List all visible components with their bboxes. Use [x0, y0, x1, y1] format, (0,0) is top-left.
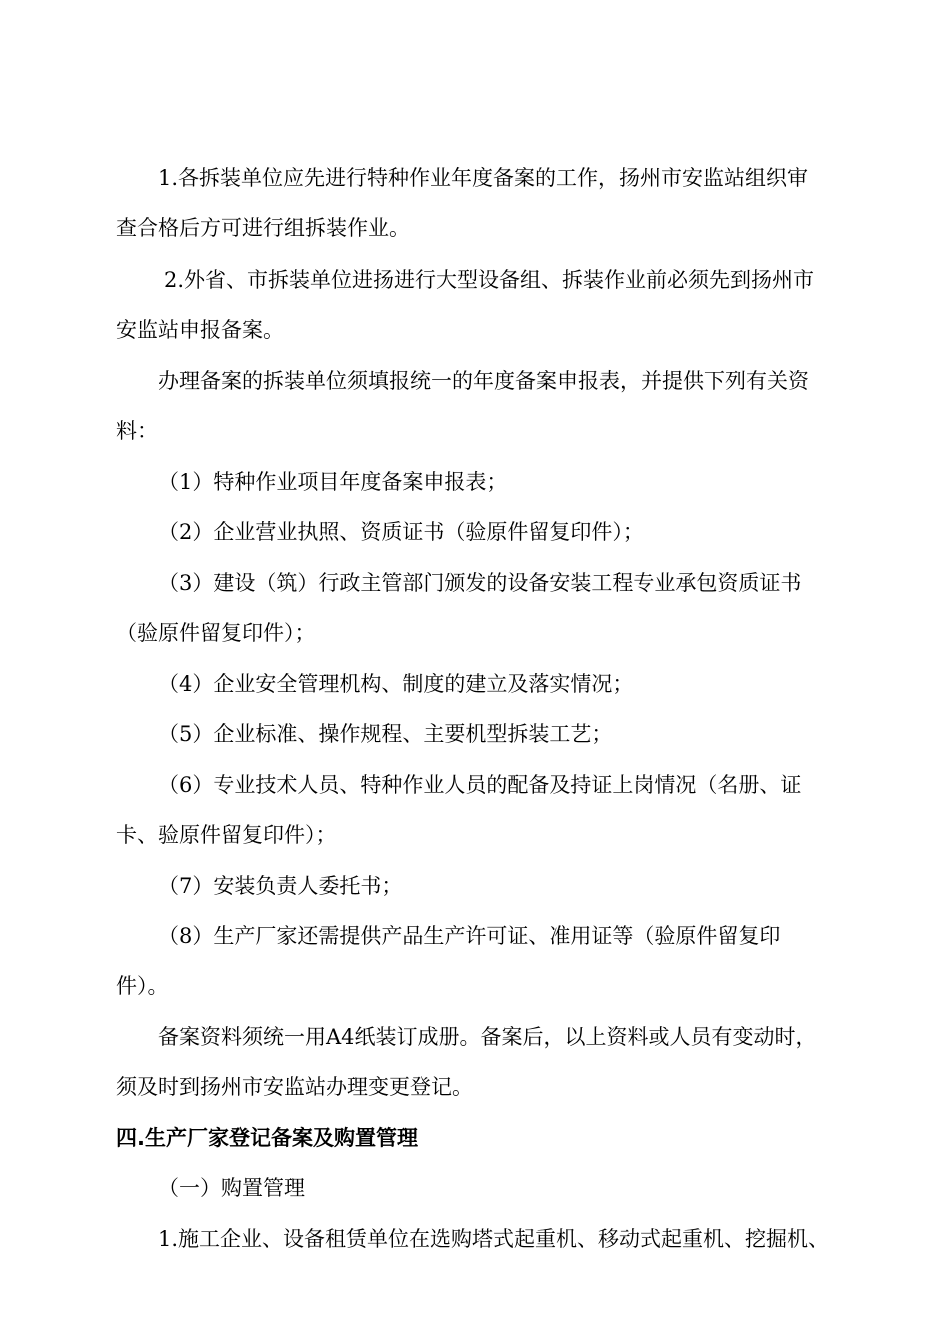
list-item-1: （1）特种作业项目年度备案申报表；: [158, 470, 508, 494]
list-item-8-cont: 件）。: [116, 974, 169, 998]
paragraph-line-4: 安监站申报备案。: [116, 318, 284, 342]
section-heading: 四.生产厂家登记备案及购置管理: [116, 1126, 418, 1150]
paragraph-line-3: 2.外省、市拆装单位进扬进行大型设备组、拆装作业前必须先到扬州市: [164, 268, 815, 292]
list-item-6: （6）专业技术人员、特种作业人员的配备及持证上岗情况（名册、证: [158, 773, 802, 797]
list-item-6-cont: 卡、验原件留复印件）；: [116, 823, 337, 847]
list-item-3-cont: （验原件留复印件）；: [116, 621, 316, 645]
paragraph-line-1: 1.各拆装单位应先进行特种作业年度备案的工作，扬州市安监站组织审: [158, 166, 809, 190]
paragraph-line-6: 料：: [116, 419, 158, 443]
subsection-heading: （一）购置管理: [158, 1176, 305, 1200]
paragraph-line-8: 须及时到扬州市安监站办理变更登记。: [116, 1075, 473, 1099]
paragraph-line-2: 查合格后方可进行组拆装作业。: [116, 216, 410, 240]
paragraph-line-5: 办理备案的拆装单位须填报统一的年度备案申报表，并提供下列有关资: [158, 369, 809, 393]
list-item-2: （2）企业营业执照、资质证书（验原件留复印件）；: [158, 520, 644, 544]
paragraph-line-7: 备案资料须统一用A4纸装订成册。备案后，以上资料或人员有变动时，: [158, 1025, 817, 1049]
list-item-4: （4）企业安全管理机构、制度的建立及落实情况；: [158, 672, 634, 696]
list-item-3: （3）建设（筑）行政主管部门颁发的设备安装工程专业承包资质证书: [158, 571, 802, 595]
paragraph-line-9: 1.施工企业、设备租赁单位在选购塔式起重机、移动式起重机、挖掘机、: [158, 1227, 830, 1251]
list-item-8: （8）生产厂家还需提供产品生产许可证、准用证等（验原件留复印: [158, 924, 781, 948]
list-item-7: （7）安装负责人委托书；: [158, 874, 403, 898]
list-item-5: （5）企业标准、操作规程、主要机型拆装工艺；: [158, 722, 613, 746]
